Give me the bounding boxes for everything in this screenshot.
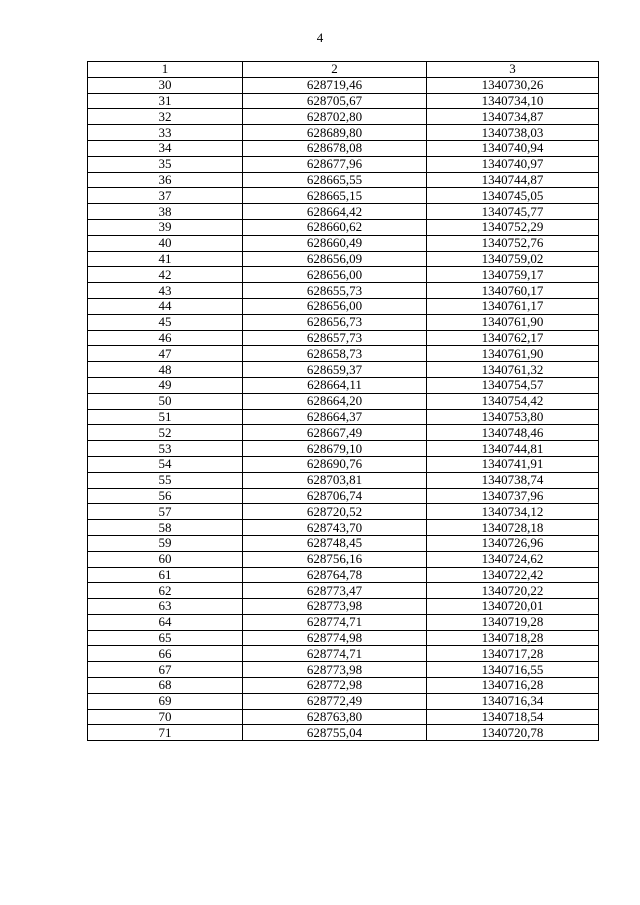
x-coordinate-cell: 628678,08 [243,140,427,156]
table-row [88,125,599,141]
y-coordinate-cell: 1340744,81 [427,441,599,457]
y-coordinate-cell: 1340762,17 [427,330,599,346]
table-row [88,298,599,314]
table-row [88,583,599,599]
table-row [88,330,599,346]
y-coordinate-cell: 1340737,96 [427,488,599,504]
coordinates-table [87,61,599,741]
y-coordinate-cell: 1340716,28 [427,678,599,694]
point-number-cell: 31 [88,93,243,109]
point-number-cell: 54 [88,456,243,472]
y-coordinate-cell: 1340759,17 [427,267,599,283]
table-row [88,77,599,93]
point-number-cell: 51 [88,409,243,425]
y-coordinate-cell: 1340734,12 [427,504,599,520]
header-cell-1: 1 [88,62,243,78]
x-coordinate-cell: 628755,04 [243,725,427,741]
point-number-cell: 40 [88,235,243,251]
x-coordinate-cell: 628656,73 [243,314,427,330]
y-coordinate-cell: 1340734,87 [427,109,599,125]
table-row [88,441,599,457]
x-coordinate-cell: 628774,71 [243,614,427,630]
table-row [88,283,599,299]
point-number-cell: 59 [88,535,243,551]
point-number-cell: 41 [88,251,243,267]
table-row [88,393,599,409]
y-coordinate-cell: 1340761,32 [427,362,599,378]
table-row [88,709,599,725]
x-coordinate-cell: 628664,11 [243,377,427,393]
y-coordinate-cell: 1340759,02 [427,251,599,267]
x-coordinate-cell: 628774,71 [243,646,427,662]
y-coordinate-cell: 1340745,05 [427,188,599,204]
table-row [88,630,599,646]
header-cell-3: 3 [427,62,599,78]
table-row [88,488,599,504]
table-row [88,646,599,662]
x-coordinate-cell: 628659,37 [243,362,427,378]
y-coordinate-cell: 1340734,10 [427,93,599,109]
y-coordinate-cell: 1340718,28 [427,630,599,646]
x-coordinate-cell: 628772,98 [243,678,427,694]
point-number-cell: 66 [88,646,243,662]
point-number-cell: 64 [88,614,243,630]
point-number-cell: 62 [88,583,243,599]
y-coordinate-cell: 1340740,97 [427,156,599,172]
y-coordinate-cell: 1340752,29 [427,219,599,235]
x-coordinate-cell: 628719,46 [243,77,427,93]
point-number-cell: 70 [88,709,243,725]
point-number-cell: 38 [88,204,243,220]
y-coordinate-cell: 1340748,46 [427,425,599,441]
x-coordinate-cell: 628664,42 [243,204,427,220]
x-coordinate-cell: 628773,98 [243,599,427,615]
point-number-cell: 39 [88,219,243,235]
y-coordinate-cell: 1340754,57 [427,377,599,393]
table-row [88,456,599,472]
x-coordinate-cell: 628763,80 [243,709,427,725]
x-coordinate-cell: 628660,49 [243,235,427,251]
x-coordinate-cell: 628667,49 [243,425,427,441]
table-body [88,77,599,740]
y-coordinate-cell: 1340719,28 [427,614,599,630]
y-coordinate-cell: 1340741,91 [427,456,599,472]
point-number-cell: 42 [88,267,243,283]
table-row [88,362,599,378]
point-number-cell: 61 [88,567,243,583]
point-number-cell: 43 [88,283,243,299]
table-row [88,551,599,567]
point-number-cell: 68 [88,678,243,694]
y-coordinate-cell: 1340717,28 [427,646,599,662]
table-row [88,678,599,694]
table-row [88,662,599,678]
header-row [88,62,599,78]
point-number-cell: 53 [88,441,243,457]
y-coordinate-cell: 1340728,18 [427,520,599,536]
y-coordinate-cell: 1340760,17 [427,283,599,299]
table-row [88,425,599,441]
y-coordinate-cell: 1340722,42 [427,567,599,583]
x-coordinate-cell: 628748,45 [243,535,427,551]
x-coordinate-cell: 628773,47 [243,583,427,599]
y-coordinate-cell: 1340716,34 [427,693,599,709]
point-number-cell: 65 [88,630,243,646]
y-coordinate-cell: 1340754,42 [427,393,599,409]
table-row [88,346,599,362]
table-row [88,314,599,330]
x-coordinate-cell: 628656,00 [243,267,427,283]
table-row [88,535,599,551]
table-row [88,472,599,488]
point-number-cell: 44 [88,298,243,314]
table-row [88,140,599,156]
table-row [88,725,599,741]
y-coordinate-cell: 1340730,26 [427,77,599,93]
point-number-cell: 37 [88,188,243,204]
table-row [88,520,599,536]
table-row [88,504,599,520]
point-number-cell: 63 [88,599,243,615]
y-coordinate-cell: 1340744,87 [427,172,599,188]
x-coordinate-cell: 628705,67 [243,93,427,109]
x-coordinate-cell: 628657,73 [243,330,427,346]
table-row [88,109,599,125]
table-row [88,693,599,709]
x-coordinate-cell: 628656,09 [243,251,427,267]
x-coordinate-cell: 628702,80 [243,109,427,125]
x-coordinate-cell: 628665,15 [243,188,427,204]
y-coordinate-cell: 1340726,96 [427,535,599,551]
x-coordinate-cell: 628773,98 [243,662,427,678]
y-coordinate-cell: 1340738,74 [427,472,599,488]
table-row [88,567,599,583]
y-coordinate-cell: 1340724,62 [427,551,599,567]
y-coordinate-cell: 1340761,17 [427,298,599,314]
point-number-cell: 36 [88,172,243,188]
point-number-cell: 60 [88,551,243,567]
y-coordinate-cell: 1340752,76 [427,235,599,251]
point-number-cell: 34 [88,140,243,156]
x-coordinate-cell: 628706,74 [243,488,427,504]
point-number-cell: 67 [88,662,243,678]
x-coordinate-cell: 628690,76 [243,456,427,472]
point-number-cell: 55 [88,472,243,488]
table-header [88,62,599,78]
point-number-cell: 45 [88,314,243,330]
point-number-cell: 46 [88,330,243,346]
point-number-cell: 35 [88,156,243,172]
table-row [88,599,599,615]
point-number-cell: 56 [88,488,243,504]
y-coordinate-cell: 1340716,55 [427,662,599,678]
x-coordinate-cell: 628655,73 [243,283,427,299]
x-coordinate-cell: 628664,37 [243,409,427,425]
y-coordinate-cell: 1340720,22 [427,583,599,599]
table-row [88,409,599,425]
y-coordinate-cell: 1340761,90 [427,346,599,362]
x-coordinate-cell: 628679,10 [243,441,427,457]
point-number-cell: 49 [88,377,243,393]
table-row [88,614,599,630]
table-row [88,219,599,235]
header-cell-2: 2 [243,62,427,78]
x-coordinate-cell: 628665,55 [243,172,427,188]
x-coordinate-cell: 628720,52 [243,504,427,520]
point-number-cell: 71 [88,725,243,741]
x-coordinate-cell: 628703,81 [243,472,427,488]
table-row [88,267,599,283]
y-coordinate-cell: 1340740,94 [427,140,599,156]
table-row [88,251,599,267]
point-number-cell: 69 [88,693,243,709]
point-number-cell: 30 [88,77,243,93]
table-row [88,188,599,204]
x-coordinate-cell: 628677,96 [243,156,427,172]
y-coordinate-cell: 1340718,54 [427,709,599,725]
point-number-cell: 48 [88,362,243,378]
point-number-cell: 57 [88,504,243,520]
table-row [88,235,599,251]
x-coordinate-cell: 628656,00 [243,298,427,314]
x-coordinate-cell: 628743,70 [243,520,427,536]
y-coordinate-cell: 1340761,90 [427,314,599,330]
x-coordinate-cell: 628764,78 [243,567,427,583]
point-number-cell: 58 [88,520,243,536]
table-row [88,204,599,220]
x-coordinate-cell: 628774,98 [243,630,427,646]
x-coordinate-cell: 628756,16 [243,551,427,567]
point-number-cell: 47 [88,346,243,362]
point-number-cell: 50 [88,393,243,409]
y-coordinate-cell: 1340753,80 [427,409,599,425]
point-number-cell: 33 [88,125,243,141]
y-coordinate-cell: 1340738,03 [427,125,599,141]
point-number-cell: 52 [88,425,243,441]
x-coordinate-cell: 628664,20 [243,393,427,409]
table-row [88,377,599,393]
y-coordinate-cell: 1340745,77 [427,204,599,220]
x-coordinate-cell: 628689,80 [243,125,427,141]
table-row [88,172,599,188]
y-coordinate-cell: 1340720,01 [427,599,599,615]
x-coordinate-cell: 628658,73 [243,346,427,362]
table-row [88,156,599,172]
x-coordinate-cell: 628772,49 [243,693,427,709]
y-coordinate-cell: 1340720,78 [427,725,599,741]
table-row [88,93,599,109]
point-number-cell: 32 [88,109,243,125]
x-coordinate-cell: 628660,62 [243,219,427,235]
page-number: 4 [316,30,324,45]
